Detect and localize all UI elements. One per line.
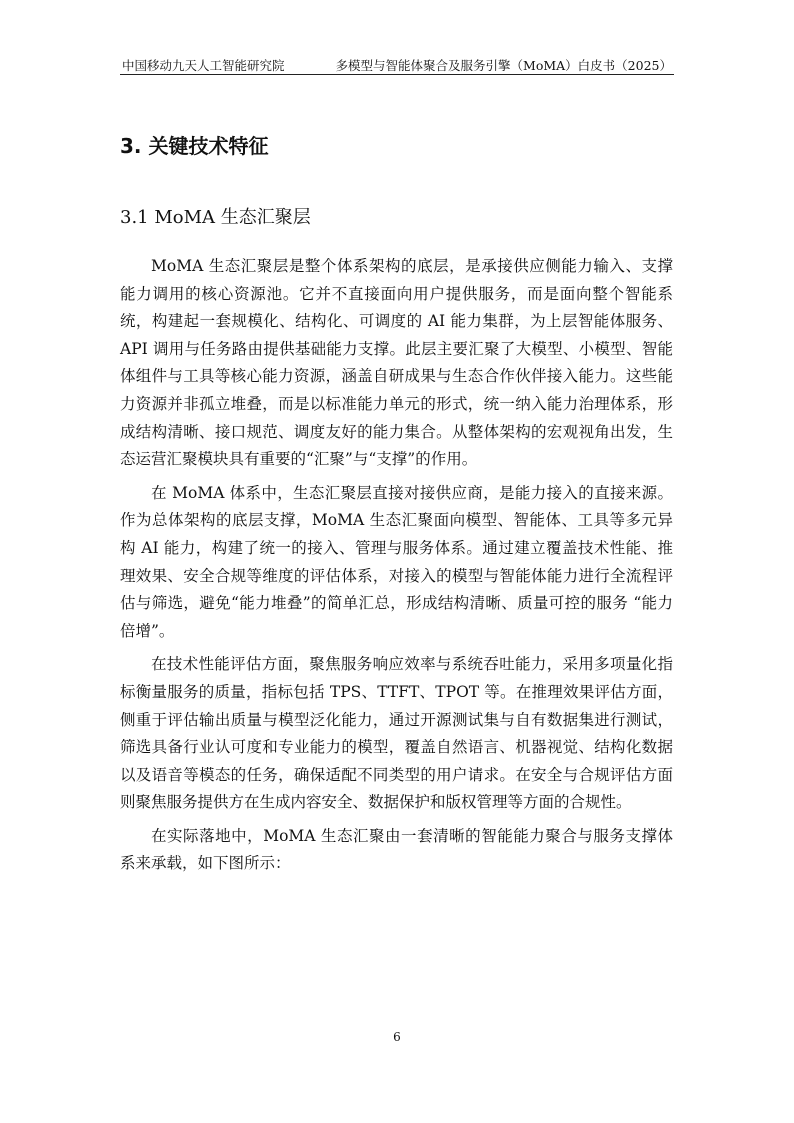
paragraph-4: 在实际落地中，MoMA 生态汇聚由一套清晰的智能能力聚合与服务支撑体系来承载，如下图所示： bbox=[120, 826, 673, 873]
paragraph-2: 在 MoMA 体系中，生态汇聚层直接对接供应商，是能力接入的直接来源。作为总体架构的底层支撑，MoMA 生态汇聚面向模型、智能体、工具等多元异构 AI 能力，构建了统一的接入、管理与服务体系。通过建立覆盖技术性能、推理效果、安全合规等维度的评估体系，对接入的模型与智能体能力进行全流程评估与筛选，避免“能力堆叠”的简单汇总，形成结构清晰、质量可控的服务 “能力倍增”。 bbox=[120, 483, 673, 640]
paragraph-3: 在技术性能评估方面，聚焦服务响应效率与系统吞吐能力，采用多项量化指标衡量服务的质量，指标包括 TPS、TTFT、TPOT 等。在推理效果评估方面，侧重于评估输出质量与模型泛化能力，通过开源测试集与自有数据集进行测试，筛选具备行业认可度和专业能力的模型，覆盖自然语言、机器视觉、结构化数据以及语音等模态的任务，确保适配不同类型的用户请求。在安全与合规评估方面则聚焦服务提供方在生成内容安全、数据保护和版权管理等方面的合规性。 bbox=[120, 655, 673, 812]
body-text bbox=[120, 253, 673, 884]
header-document-title: 多模型与智能体聚合及服务引擎（MoMA）白皮书（2025） bbox=[335, 58, 672, 73]
paragraph-1: MoMA 生态汇聚层是整个体系架构的底层，是承接供应侧能力输入、支撑能力调用的核心资源池。它并不直接面向用户提供服务，而是面向整个智能系统，构建起一套规模化、结构化、可调度的 AI 能力集群，为上层智能体服务、API 调用与任务路由提供基础能力支撑。此层主要汇聚了大模型、小模型、智能体组件与工具等核心能力资源，涵盖自研成果与生态合作伙伴接入能力。这些能力资源并非孤立堆叠，而是以标准能力单元的形式，统一纳入能力治理体系，形成结构清晰、接口规范、调度友好的能力集合。从整体架构的宏观视角出发，生态运营汇聚模块具有重要的“汇聚”与“支撑”的作用。 bbox=[120, 257, 673, 469]
page-number: 6 bbox=[393, 1030, 401, 1044]
subsection-heading: 3.1 MoMA 生态汇聚层 bbox=[120, 207, 311, 228]
section-heading: 3. 关键技术特征 bbox=[120, 134, 269, 158]
page-header bbox=[120, 54, 674, 75]
header-institute: 中国移动九天人工智能研究院 bbox=[122, 58, 285, 73]
